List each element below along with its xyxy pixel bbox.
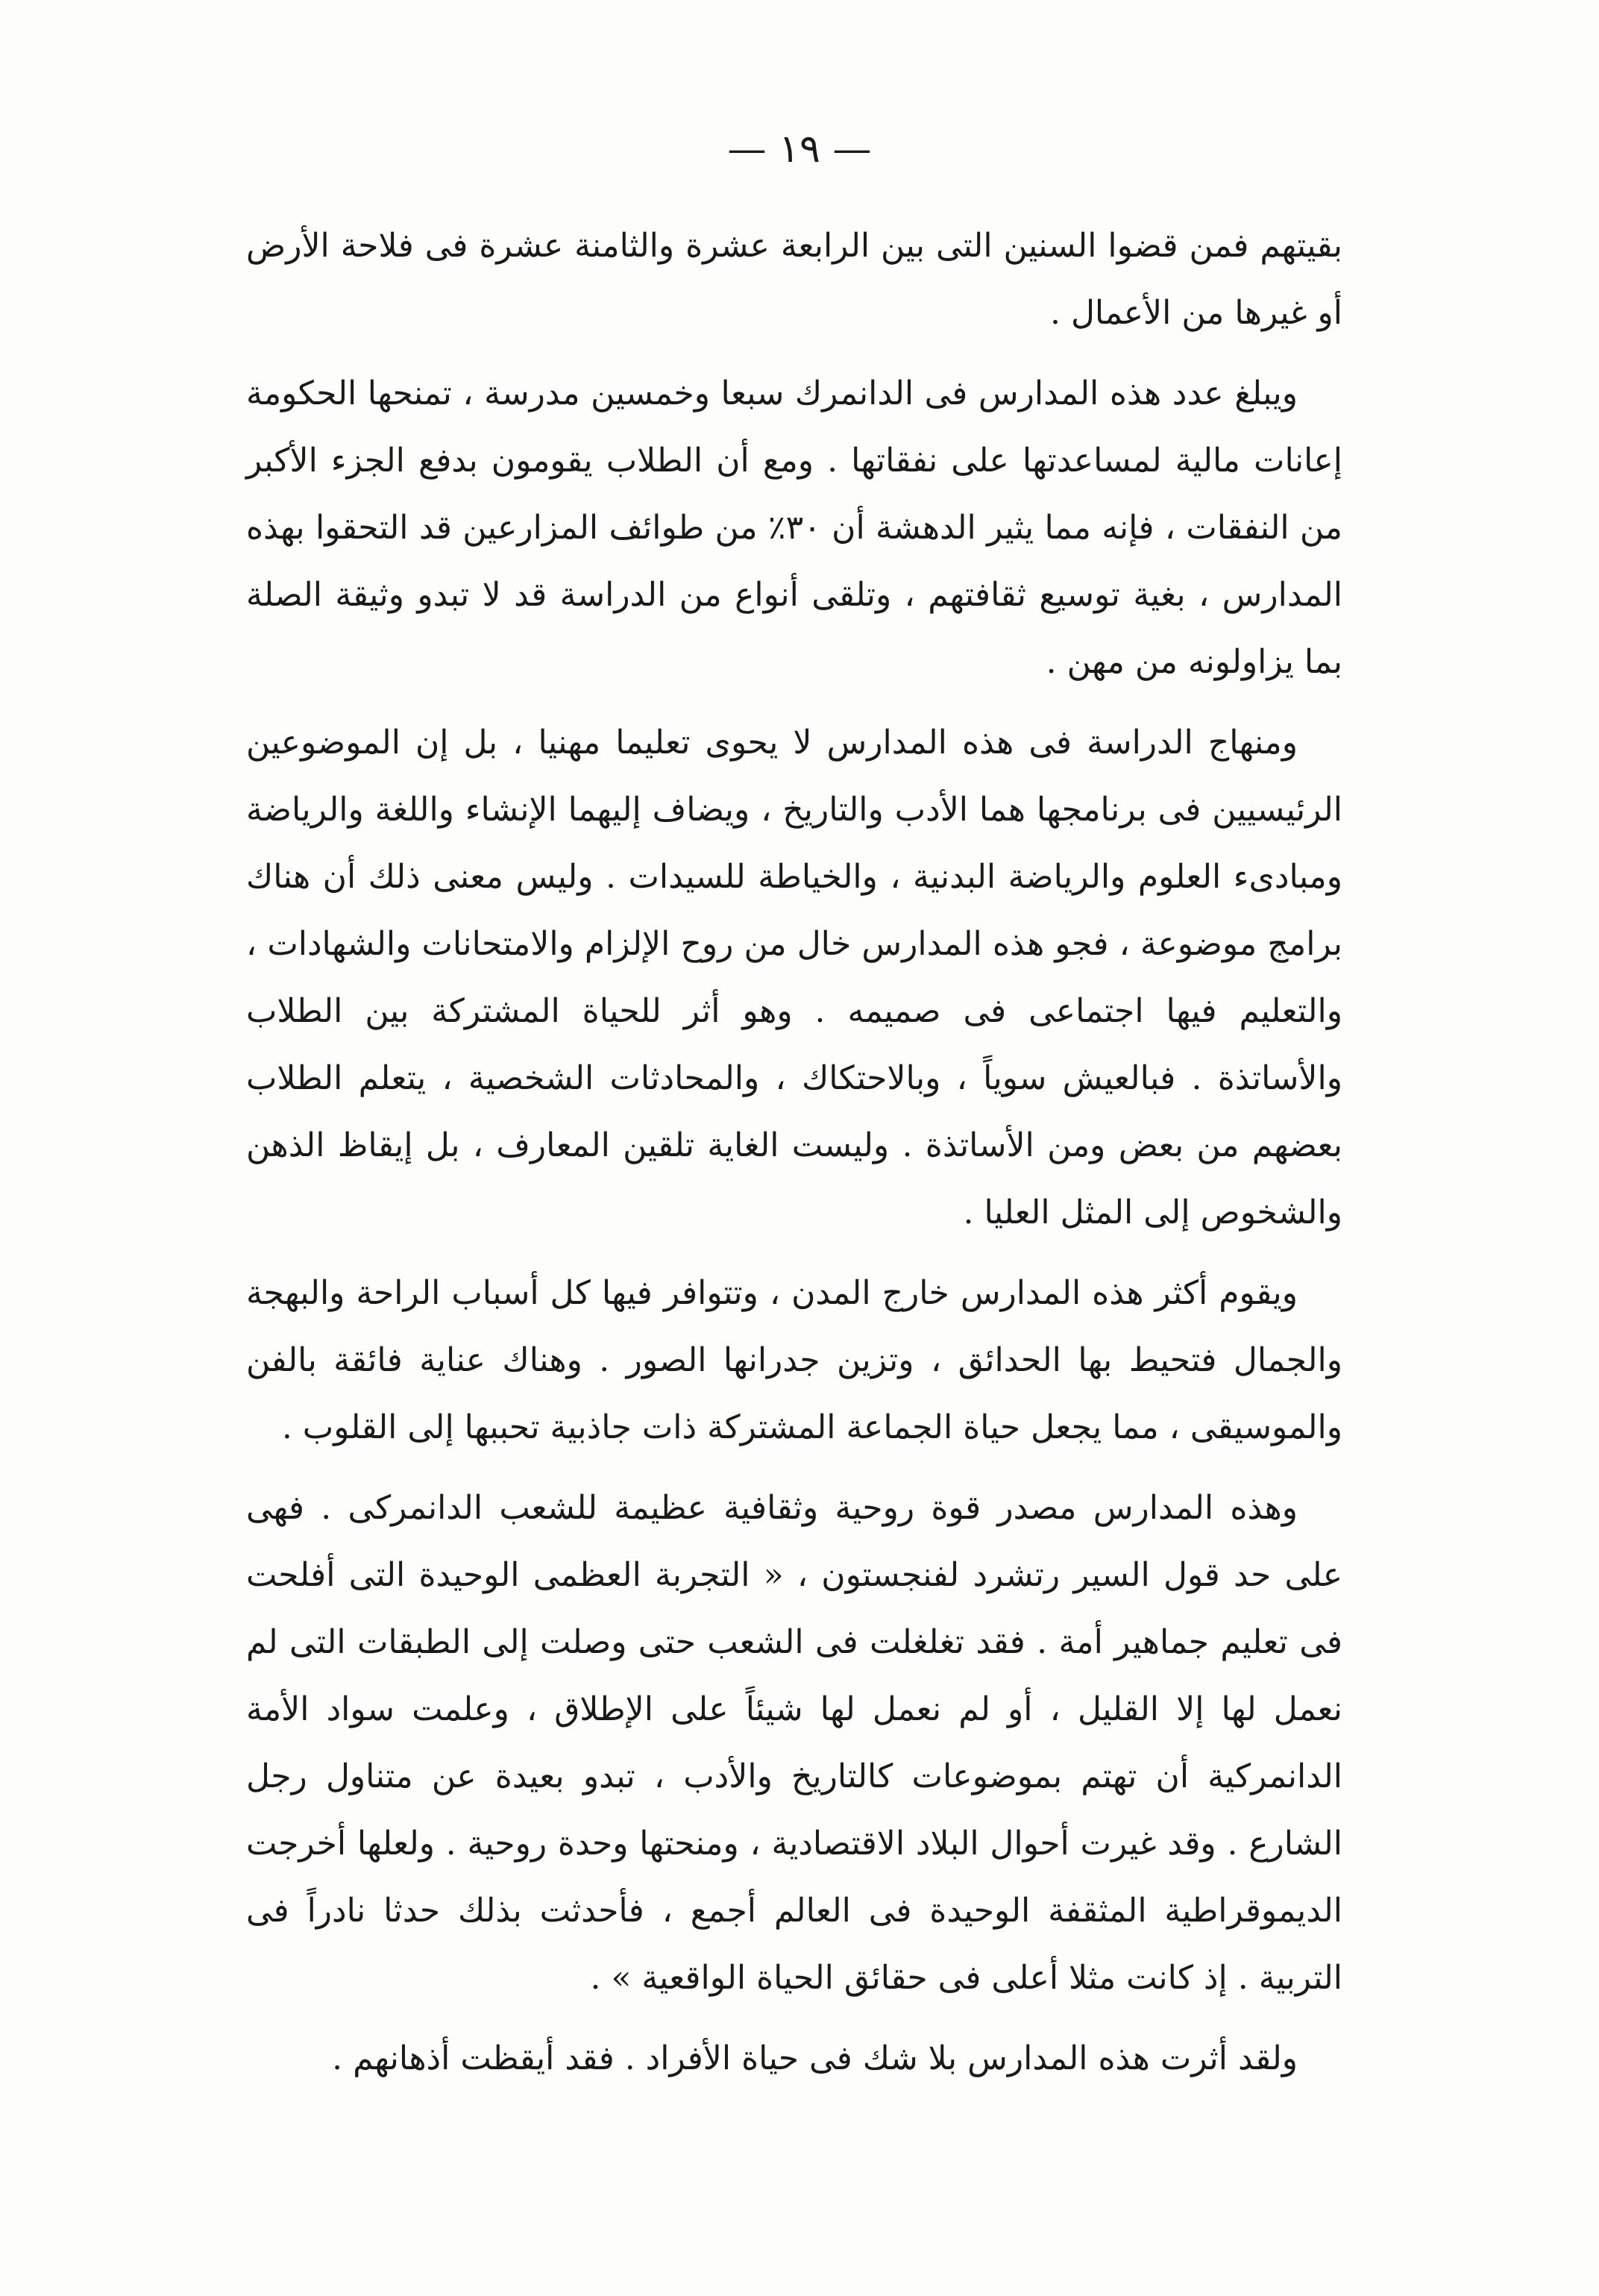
paragraph-cultural-impact: وهذه المدارس مصدر قوة روحية وثقافية عظيمة للشعب الدانمركى . فهى على حد قول السير رتشرد لفنجستون ، « التجربة العظمى الوحيدة التى أفلحت فى تعليم جماهير أمة . فقد تغلغلت فى الشعب حتى وصلت إلى الطبقات التى لم نعمل لها إلا القليل ، أو لم نعمل لها شيئاً على الإطلاق ، وعلمت سواد الأمة الدانمركية أن تهتم بموضوعات كالتاريخ والأدب ، تبدو بعيدة عن متناول رجل الشارع . وقد غيرت أحوال البلاد الاقتصادية ، ومنحتها وحدة روحية . ولعلها أخرجت الديموقراطية المثقفة الوحيدة فى العالم أجمع ، فأحدثت بذلك حدثا نادراً فى التربية . إذ كانت مثلا أعلى فى حقائق الحياة الواقعية » . (246, 1489, 1342, 1997)
paragraph-curriculum: ومنهاج الدراسة فى هذه المدارس لا يحوى تعليما مهنيا ، بل إن الموضوعين الرئيسيين فى برنامجها هما الأدب والتاريخ ، ويضاف إليهما الإنشاء واللغة والرياضة ومبادىء العلوم والرياضة البدنية ، والخياطة للسيدات . وليس معنى ذلك أن هناك برامج موضوعة ، فجو هذه المدارس خال من روح الإلزام والامتحانات والشهادات ، والتعليم فيها اجتماعى فى صميمه . وهو أثر للحياة المشتركة بين الطلاب والأساتذة . فبالعيش سوياً ، وبالاحتكاك ، والمحادثات الشخصية ، يتعلم الطلاب بعضهم من بعض ومن الأساتذة . وليست الغاية تلقين المعارف ، بل إيقاظ الذهن والشخوص إلى المثل العليا . (246, 724, 1342, 1232)
paragraph-individual-impact: ولقد أثرت هذه المدارس بلا شك فى حياة الأفراد . فقد أيقظت أذهانهم . (332, 2039, 1298, 2077)
paragraph-location: ويقوم أكثر هذه المدارس خارج المدن ، وتتوافر فيها كل أسباب الراحة والبهجة والجمال فتحيط بها الحدائق ، وتزين جدرانها الصور . وهناك عناية فائقة بالفن والموسيقى ، مما يجعل حياة الجماعة المشتركة ذات جاذبية تحببها إلى القلوب . (246, 1274, 1342, 1446)
paragraph-schools-count: ويبلغ عدد هذه المدارس فى الدانمرك سبعا وخمسين مدرسة ، تمنحها الحكومة إعانات مالية لمساعدتها على نفقاتها . ومع أن الطلاب يقومون بدفع الجزء الأكبر من النفقات ، فإنه مما يثير الدهشة أن ٣٠٪ من طوائف المزارعين قد التحقوا بهذه المدارس ، بغية توسيع ثقافتهم ، وتلقى أنواع من الدراسة قد لا تبدو وثيقة الصلة بما يزاولونه من مهن . (246, 374, 1342, 681)
paragraph-continuation: بقيتهم فمن قضوا السنين التى بين الرابعة عشرة والثامنة عشرة فى فلاحة الأرض أو غيرها من الأعمال . (246, 227, 1342, 332)
body-text (246, 213, 1342, 2106)
page-number: — ١٩ — (727, 127, 872, 172)
